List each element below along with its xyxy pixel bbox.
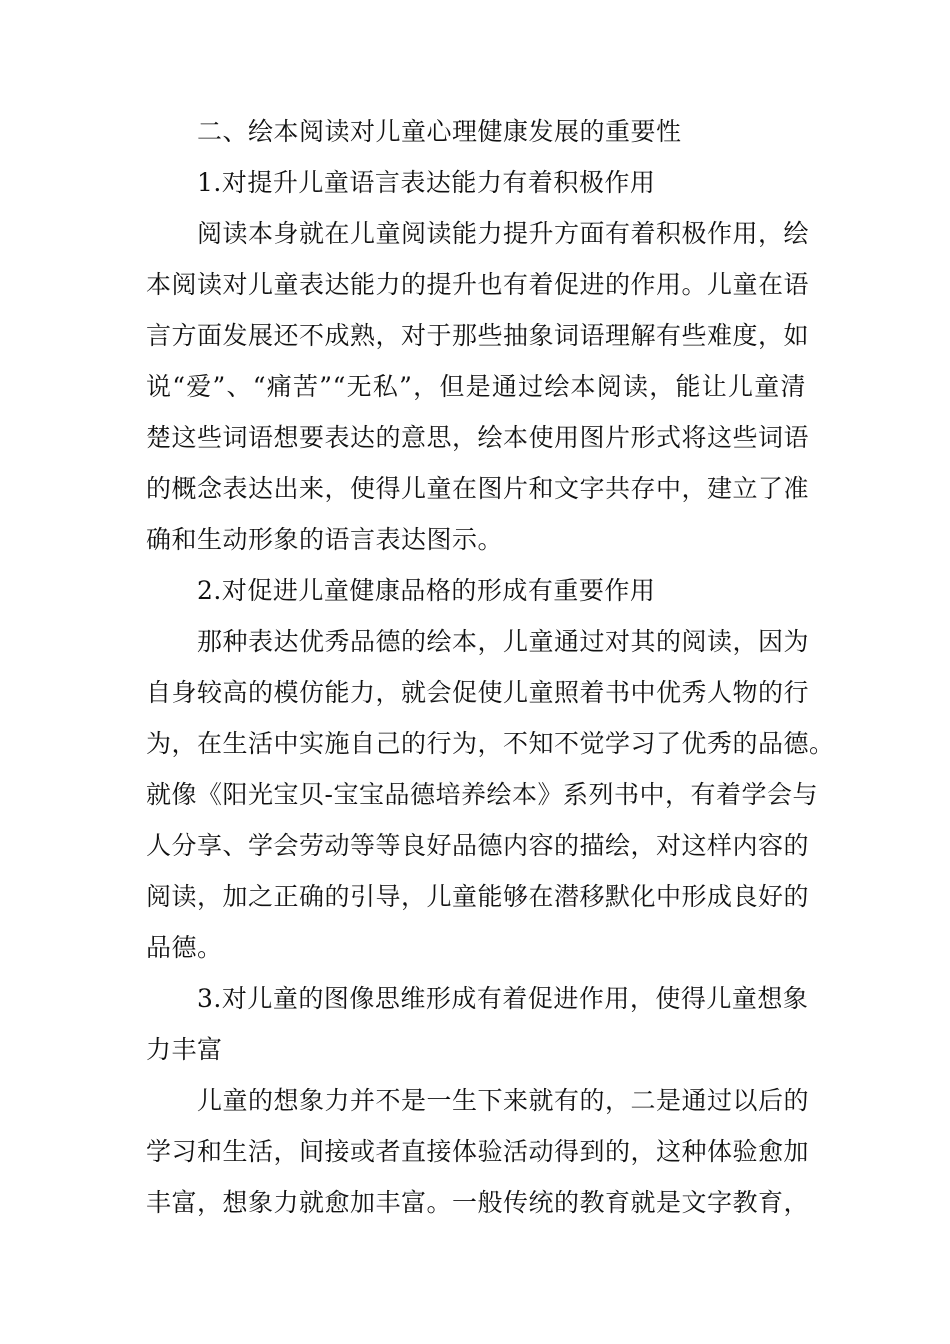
subsection-title-1: 1.对提升儿童语言表达能力有着积极作用 [197,168,656,197]
paragraph-line: 为，在生活中实施自己的行为，不知不觉学习了优秀的品德。 [146,729,835,758]
paragraph-line: 确和生动形象的语言表达图示。 [146,525,504,554]
subsection-title-3 [146,973,809,1075]
paragraph-line: 丰富，想象力就愈加丰富。一般传统的教育就是文字教育， [146,1188,810,1217]
paragraph-line: 学习和生活，间接或者直接体验活动得到的，这种体验愈加 [146,1137,810,1166]
paragraph-line: 那种表达优秀品德的绘本，儿童通过对其的阅读，因为 [197,627,810,656]
paragraph-line: 阅读，加之正确的引导，儿童能够在潜移默化中形成良好的 [146,882,810,911]
paragraph-line: 阅读本身就在儿童阅读能力提升方面有着积极作用，绘 [197,219,810,248]
subsection-title-line: 力丰富 [146,1035,223,1064]
subsection-title-line: 3.对儿童的图像思维形成有着促进作用，使得儿童想象 [197,984,809,1013]
document-page [146,106,835,1228]
paragraph-line: 楚这些词语想要表达的意思，绘本使用图片形式将这些词语 [146,423,810,452]
paragraph-line: 人分享、学会劳动等等良好品德内容的描绘，对这样内容的 [146,831,810,860]
paragraph-line: 就像《阳光宝贝-宝宝品德培养绘本》系列书中，有着学会与 [146,780,818,809]
paragraph-line: 品德。 [146,933,223,962]
paragraph-line: 本阅读对儿童表达能力的提升也有着促进的作用。儿童在语 [146,270,810,299]
subsection-title-2: 2.对促进儿童健康品格的形成有重要作用 [197,576,656,605]
paragraph-line: 自身较高的模仿能力，就会促使儿童照着书中优秀人物的行 [146,678,810,707]
paragraph-3 [146,1075,810,1228]
section-heading: 二、绘本阅读对儿童心理健康发展的重要性 [197,117,682,146]
paragraph-1 [146,208,810,565]
paragraph-line: 儿童的想象力并不是一生下来就有的，二是通过以后的 [197,1086,810,1115]
paragraph-line: 说“爱”、“痛苦”“无私”，但是通过绘本阅读，能让儿童清 [146,372,806,401]
paragraph-2 [146,616,835,973]
paragraph-line: 言方面发展还不成熟，对于那些抽象词语理解有些难度，如 [146,321,810,350]
paragraph-line: 的概念表达出来，使得儿童在图片和文字共存中，建立了准 [146,474,810,503]
